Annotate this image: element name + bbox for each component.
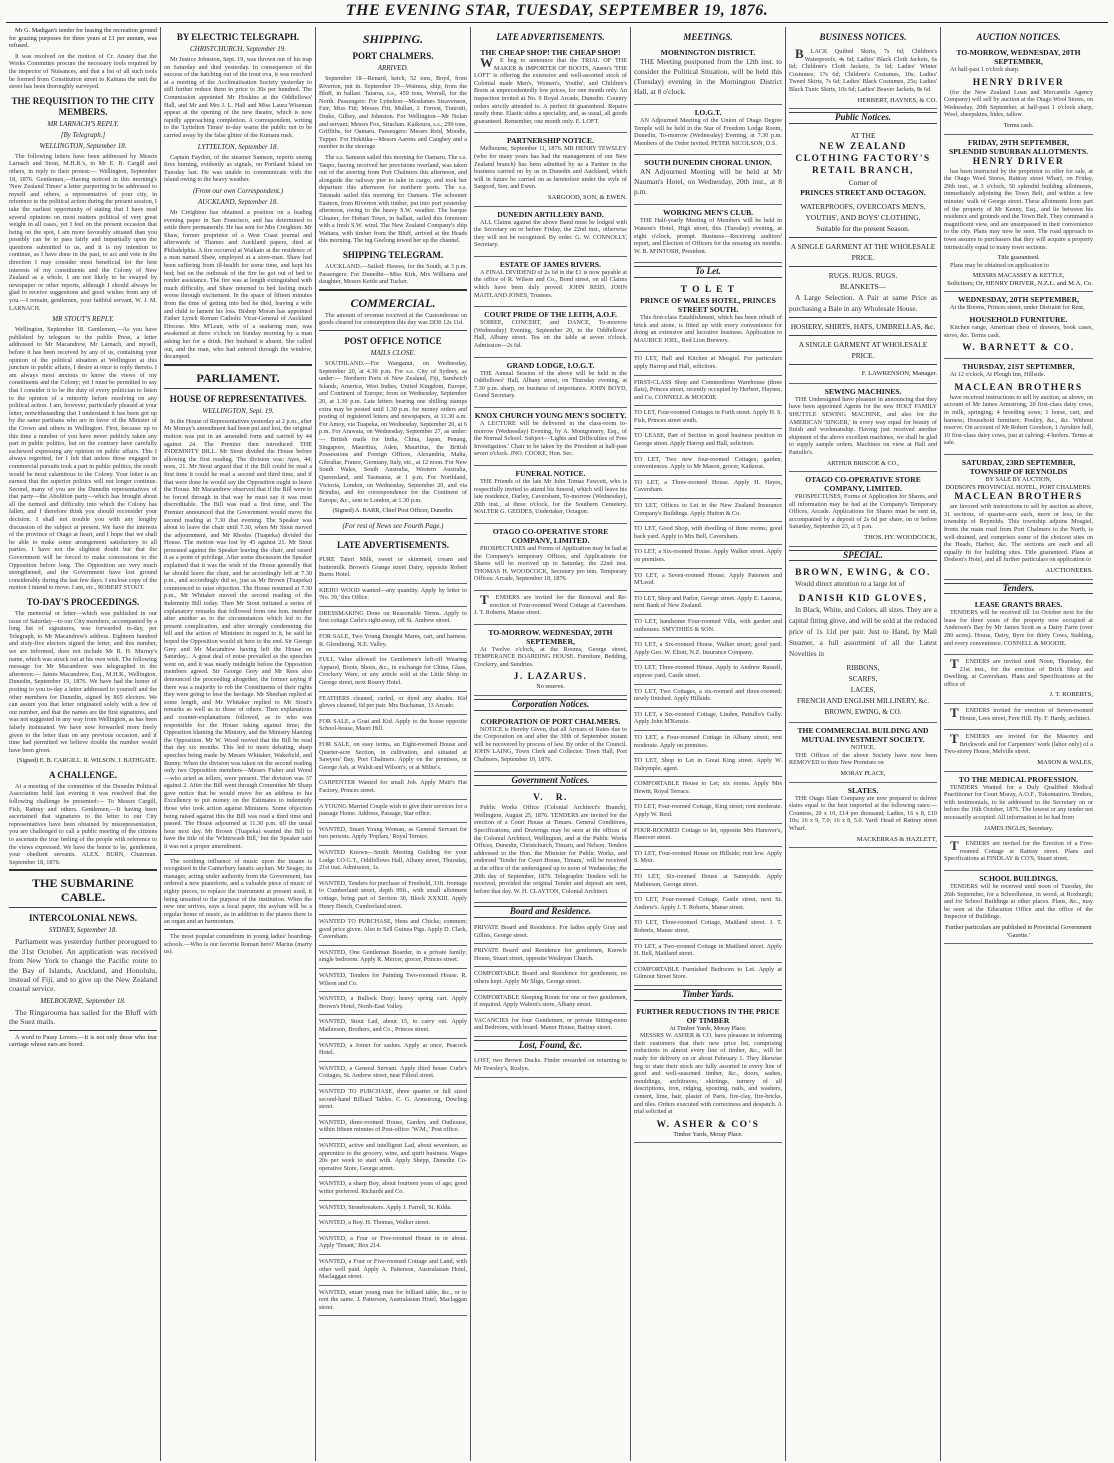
ad-heading: COURT PRIDE OF THE LEITH, A.O.F. [484, 310, 617, 320]
display-ad-driver-1: TO-MORROW, WEDNESDAY, 20TH SEPTEMBER, At half-past 1 o'clock sharp. HENRY DRIVER (for the New Zealand Loan and Mercantile Agency Company) will sell by auction at the Otago Wool Stores, on Wednesday, 20th September, at half-past 1 o'clock sharp, Wool, sheepskins, hides, tallow. Terms cash. [944, 45, 1093, 135]
classified-ad: WANTED, a Four or Five-roomed House in or about. Apply 'Tenant,' Box 214. [319, 1232, 467, 1255]
ad-signature: J. T. ROBERTS, [1049, 691, 1093, 699]
ad-name: MACLEAN BROTHERS [954, 492, 1083, 503]
ad-heading: TO-MORROW, WEDNESDAY, 20TH SEPTEMBER, [956, 48, 1081, 66]
to-let-section: To Let. [634, 266, 782, 278]
body-text: The memorial or letter—which was published in our issue of Saturday—to our City members, accompanied by a long list of signatures, was forwarded to-day, per Telegraph, to Mr Macandrew's address. Eighteen hundred and sixty-five electors signed the letter, and this number, we are informed, does not include Mr R. H. Murray's name, which was struck out at his own wish. The following message for Mr Macandrew was telegraphed in the afternoon:— James Macandrew, Esq., M.H.R., Wellington. Dunedin, September 19, 1876. We have had the honor of posting to you to-day a letter addressed to yourself and the other members for Dunedin, signed by 865 electors. We can assure you that letter originated solely with a few of our number, and that the names are the first signatures, and was not suggested in any way from Wellington, as has been falsely insinuated. We have now forwarded more freely given to the letter than on any previous occasion, and if time had permitted we believe double the number would have been given. [9, 610, 157, 754]
classified-ad: FOR SALE, Two Young Draught Mares, cart, and harness. R. Glendining, N.E. Valley. [319, 630, 467, 653]
todays-proceedings-heading: TO-DAY'S PROCEEDINGS. [26, 597, 140, 607]
stout-reply-heading: MR STOUT'S REPLY. [52, 315, 114, 324]
ad-line: DODSON'S PROVINCIAL HOTEL, PORT CHALMERS. [945, 483, 1092, 491]
classified-ad: CARPENTER Wanted for small Job. Apply Muir's Hat Factory, Princes street. [319, 776, 467, 799]
classified-ad: TO LET, a Six-roomed House, Walker street; good yard. Apply Geo. W. Eliott, N.Z. Insurance Company. [634, 638, 782, 661]
auckland-dateline: AUCKLAND, September 18. [197, 197, 279, 206]
ad-heading: TO THE MEDICAL PROFESSION. [958, 774, 1079, 784]
late-ads-heading: LATE ADVERTISEMENTS. [336, 539, 450, 550]
display-ad-commercial: THE COMMERCIAL BUILDING AND MUTUAL INVESTMENT SOCIETY. NOTICE. THE Offices of the above Society have now been REMOVED to their New Premises on MORAY PLACE, [789, 723, 937, 782]
ad-heading: PARTNERSHIP NOTICE. [507, 136, 594, 146]
ad-heading: THURSDAY, 21ST SEPTEMBER, [962, 362, 1075, 372]
ad-heading: CORPORATION OF PORT CHALMERS. [480, 716, 621, 726]
ad-heading: SCHOOL BUILDINGS. [979, 873, 1058, 883]
display-ad-lazarus: TO-MORROW. WEDNESDAY, 20TH SEPTEMBER, At Twelve o'clock, at the Rooms, George street, TEMPERANCE BOARDING HOUSE. Furniture, Bedding, Crockery, and Sundries. J. LAZARUS. No reserve. [474, 625, 627, 696]
classified-ad: COMFORTABLE Sleeping Room for one or two gentlemen, if required. Apply Walton's store, Albany street. [474, 991, 627, 1014]
column-6 [786, 27, 941, 1461]
classified-ad: TO LET, Shop and Parlor, George street. Apply E. Lazarus, next Bank of New Zealand. [634, 592, 782, 615]
ad-heading: BROWN, EWING, & CO. [795, 568, 931, 579]
body-text: In the House of Representatives yesterday at 2 p.m., after Mr Murray's amendment had been put and lost, the original motion was put in an amended form and carried by 44 against 24. The Premier then introduced THE INDEMNITY BILL. Mr Stout divided the House before allowing the first reading. The division was: Ayes, 44; noes, 21. Mr Stout argued that if the Bill could be read a first time it could be read a second and third time, and if that were done he would say the Opposition ought to leave the House. Mr Macandrew observed that if the Bill were to be forced through in that way he must say it was most discreditable. The Bill was read a first time, and The Premier announced that the Government would move the second reading at 7.30 that evening. The Speaker was about to leave the chair until 7.30, when Mr Stout moved the adjournment, and Mr Rhodes (Tuapeka) divided the House. The motion was lost by 45 against 21. Mr Stout protested against the Speaker leaving the chair, and raised it as a point of privilege. After some discussion the Speaker explained that it was the wish of the House generally that he should leave the chair, and he accordingly left at 7.30 p.m., and accordingly did so, just as Mr Brown (Tuapeka) commenced to raise objection. The House resumed at 7.30 p.m., Mr Whitaker moved the second reading of the Indemnity Bill today. Then Mr Stout initiated a series of explanatory remarks that followed from one hon. member after another as to the circumstances which led to the present complication, and after strongly condemning the bill and the action of Ministers in regard to it, he said he hoped the Opposition would sit here to the end. Sir George Grey and Mr Macandrew having left the House on Saturday... A great deal of noise prevailed as the speeches went on, and it was nearly midnight before the Opposition members agreed. Sir George Grey and Mr Rees also denounced the proceeding altogether, the former saying if there was a majority to rob the Constituents of their rights they were going to lose the heritage. Mr Sheehan replied at some length, and Mr Whitaker replied to Mr Stout's remarks as well as to those of others. Then explanations and counter-explanations followed, as to who was responsible for the House taking against time; the Opposition blaming the Ministry, and the Ministry blaming the Opposition. Mr W. Wood moved that the Bill be read that day six months. This led to more debating, sharp speeches being made by Messrs Whitaker, Wakefield, and Bunny. When the division was taken on the second reading only two Opposition members—Messrs Fisher and Wood—who acted as tellers, were present. The division was 37 against 2. After the Bill went through Committee Mr Sharp gave notice that he would move for an address to his Excellency to put money on the Estimates to indemnify those who took action against Ministers. Some objection being raised against this the Bill was read a third time and passed. The House adjourned at 11.30 p.m. till the usual hour next day. Mr Brown (Tuapeka) wanted the Bill to have the title of the 'Whitewash Bill,' but the Speaker said it was not a proper amendment. [164, 417, 312, 851]
display-ad-mornington: MORNINGTON DISTRICT. THE Meeting postponed from the 12th inst. to consider the Political Situation, will be held this (Tuesday) evening in the Mornington District Hall, at 8 o'clock. [634, 45, 782, 105]
display-ad-herbert: BLACK Quilted Skirts, 7s 6d; Children's Waterproofs, 4s 6d; Ladies' Black Cloth Jackets, 6s 6d; Children's Cloth Jackets, 3s 6d; Ladies' Winter Costumes, 17s 6d; Children's Costumes, 10s; Ladies' Tweed Skirts, 7s 6d; Ladies' Black Costumes, 25s; Ladies' Black Tunic Skirts, 10s 6d; Ladies' Beaver Jackets, 8s 6d. HERBERT, HAYNES, & CO. [789, 45, 937, 109]
ad-line: RUGS. RUGS. RUGS. [828, 270, 898, 280]
body-text: SOUTHLAND.—For Wanganui, on Wednesday, September 20, at 4.30 p.m. For s.s. City of Sydney, as under:— Northern Ports of New Zealand, Fiji, Sandwich Islands, America, West Indies, United Kingdom, Europe, and Continent of Europe; from on Wednesday, September 20, at 1.30 p.m. Late letters bearing one shilling stamps extra may be posted until 1.30 p.m. for money orders and posting of registered letters and newspapers, at 11.30 a.m. For Amoy, via Tuapeka, on Wednesday, September 20, at 6 p.m. For Arawata, on Wednesday, September 27, as under:— British mails for India, China, Japan, Penang, Singapore, Mauritius, Aden, Mauritius, the British Possessions and Foreign Offices, Alexandria, Malta, Gibraltar, France, Germany, Italy, etc., at 12 noon. For New South Wales, South Australia, Western Australia, Queensland, and Tasmania, at 1 p.m. For Northland, Victoria, London, on Wednesday, September 20, and via Brindisi, and for correspondence for the Continent of Europe, &c., sent to London, at 1.30 p.m. [319, 360, 467, 504]
display-ad-school: SCHOOL BUILDINGS. TENDERS will be received until noon of Tuesday, the 26th September, for a Schoolhouse, in wood, at Roxburgh; and for School Buildings at other places. Plans, &c., may be seen at the Education Office and the office of the Inspector of Buildings. Further particulars are published in Provincial Government 'Gazette.' [944, 871, 1093, 944]
ad-heading: TO-MORROW. WEDNESDAY, 20TH SEPTEMBER, [488, 627, 613, 646]
classified-ad: TO LET, a Six-roomed Cottage, Linden, Pattullo's Gully. Apply John M'Kenzie. [634, 708, 782, 731]
ad-heading: ESTATE OF JAMES RIVERS. [499, 259, 602, 269]
body-text: The soothing influence of music upon the insane is recognised in the Canterbury lunatic asylum. Mr Seager, its manager, acting under authority from the Government, has ordered a new pianoforte, and a valuable piece of music of eighty pieces, to replace the instrument at present used, it being unsuited to the purpose of the institution. When the new one arrives, says a local paper, the asylum will be a regular home of music, as in addition to the pianos there is an organ and an harmonium. [164, 857, 312, 926]
display-ad-court: COURT PRIDE OF THE LEITH, A.O.F. SOIREE, CONCERT, and DANCE, To-morrow (Wednesday) Evening, September 20, in the Oddfellows' Hall, Albany street. Tea on the table at seven o'clock. Admission—2s 6d. [474, 307, 627, 357]
body-text: The most popular conundrum in young ladies' boarding-schools.—Who is our favorite Roman hero? Marius (marry us). [164, 932, 312, 956]
classified-ad: FIRST-CLASS Shop and Commodious Warehouse (three flats), Princes street, recently occupied by Herbert, Haynes, and Co. CONNELL & MOODIE. [634, 376, 782, 407]
business-heading: BUSINESS NOTICES. [819, 32, 907, 42]
larnach-reply-heading: MR LARNACH'S REPLY. [47, 119, 119, 128]
ad-heading: GRAND LODGE, I.O.G.T. [506, 360, 595, 370]
display-ad-mason: TENDERS are invited for the Masonry and Brickwork and for Carpenters' work (labor only) of a Two-storey House, Melville street. MASON & WALES, [944, 730, 1093, 771]
own-correspondent: (From our own Correspondent.) [192, 186, 284, 195]
ad-subheading: PRINCE OF WALES HOTEL, PRINCES STREET SOUTH. [640, 295, 776, 314]
classified-ad: TO LET, Hall and Kitchen at Mosgiel. For particulars apply Harrop and Hall, solicitors. [634, 352, 782, 375]
ad-heading: KNOX CHURCH YOUNG MEN'S SOCIETY. [474, 411, 627, 420]
display-ad-artillery: DUNEDIN ARTILLERY BAND. ALL Claims against the above Band must be lodged with the Secretary on or before Friday, the 22nd inst., otherwise they will not be recognised. By order. G. W. CONNOLLY, Secretary. [474, 207, 627, 257]
display-ad-ferry: TENDERS invited for erection of Seven-roomed House, Lees street, Fern Hill. Hy. F. Hardy, architect. [944, 704, 1093, 730]
ad-subheading: At Timber Yards, Moray Place. [669, 1024, 747, 1032]
ad-line: Corner of [848, 177, 878, 187]
classified-ad: FOR SALE, a Goat and Kid. Apply to the house opposite School-house, Maori Hill. [319, 715, 467, 738]
ad-subheading: Timber Yards, Moray Place. [673, 1130, 743, 1138]
column-1 [6, 27, 161, 1461]
display-ad-chalmers: CORPORATION OF PORT CHALMERS. NOTICE is Hereby Given, that all Arrears of Rates due to the Corporation on and after the 30th of September instant will be recovered by process of law. By order of the Council. JOHN LAING, Town Clerk and Collector. Town Hall, Port Chalmers, September 19, 1876. [474, 714, 627, 772]
classified-ad: DRESSMAKING Done on Reasonable Terms. Apply to first cottage Carle's right-away, off St. Andrew street. [319, 607, 467, 630]
display-ad-choral: SOUTH DUNEDIN CHORAL UNION. AN Adjourned Meeting will be held at Mr Nauman's Hotel, on Wednesday, 20th inst., at 8 p.m. [634, 155, 782, 205]
display-ad-coop: OTAGO CO-OPERATIVE STORE COMPANY, LIMITED. PROSPECTUSES, Forms of Application for Shares, and all information may be had at the Company's Temporary Offices, Arcade. Applications for Shares must be sent in, accompanied by a deposit of 2s 6d per share, on or before Saturday, September 23, at 5 p.m. THOS. HY. WOODCOCK, [789, 472, 937, 547]
submarine-cable-heading: THE SUBMARINE CABLE. [32, 876, 134, 905]
classified-ad: WANTED, a Bullock Dray; heavy spring cart. Apply Brown's Hotel, North-East Valley. [319, 992, 467, 1015]
classified-ad: TO LET, a Two-roomed Cottage in Maitland street. Apply H. Bell, Maitland street. [634, 940, 782, 963]
ad-heading: SEWING MACHINES. [824, 386, 902, 396]
classified-ad: WANTED, a Boy. H. Thomas, Walker street. [319, 1216, 467, 1232]
display-ad-cheap-shop: THE CHEAP SHOP! THE CHEAP SHOP! WE beg to announce that the TRIAL OF THE MAKER & IMPORTER OF BOOTS, Anson's 'THE LOFT' is offering the extensive and well-assorted stock of Colonial made Men's, Women's, Youths', and Children's Boots at unprecedentedly low prices, for one month only. An inspection invited at No. 9 Royal Arcade, Dunedin. Country orders strictly attended to. A perfect fit guaranteed. Repairs neatly done. Elastic sides a speciality, and, as usual, all goods guaranteed. Remember, one month only. E. LOFT. [474, 45, 627, 133]
melbourne-dateline: MELBOURNE, September 18. [40, 996, 126, 1005]
ad-heading: OTAGO CO-OPERATIVE STORE COMPANY, LIMITED. [805, 475, 921, 494]
christchurch-dateline: CHRISTCHURCH, September 19. [189, 45, 287, 53]
ad-name: HENRY DRIVER [972, 77, 1065, 88]
ad-line: HOSIERY, SHIRTS, HATS, UMBRELLAS, &c. [790, 321, 936, 331]
classified-ad: TO LET, Offices to Let in the New Zealand Insurance Company's Buildings. Apply Hutton & Co. [634, 499, 782, 522]
timber-section: Timber Yards. [634, 989, 782, 1001]
ad-line: Terms cash. [1003, 121, 1034, 129]
display-ad-reynolds: SATURDAY, 23RD SEPTEMBER, TOWNSHIP OF REYNOLDS BY SALE BY AUCTION, DODSON'S PROVINCIAL HOTEL, PORT CHALMERS. MACLEAN BROTHERS are favored with instructions to sell by auction as above, 31 sections, of quarter-acre each, more or less, in the township of Reynolds. This township adjoins Mosgiel, fronts the main road from Port Chalmers to the North, is well-drained, and comprises some of the choicest sites on the Heads, Harbor, &c. The sections are each and all equally fit for building sites. Title guaranteed. Plans at Dodson's Hotel, and all further particulars on application to AUCTIONEERS. [944, 455, 1093, 580]
body-text: Captain Faydon, of the steamer Samson, reports seeing fires burning, evidently as signals, on Portland Island on Tuesday last. He was unable to communicate with the island owing to the heavy weather. [164, 153, 312, 184]
classified-ad: WANTED TO PURCHASE, three quarter or full sized second-hand Billiard Tables. C. G. Armstrong, Dowling street. [319, 1085, 467, 1116]
classified-ad: TO LET, Four-roomed Cottage, King street; rent moderate. Apply W. Reid. [634, 800, 782, 823]
body-text: Mr Creighton has obtained a position on a leading evening paper in San Francisco, and has determined to settle there permanently. He has sent for Mrs Creighton. Mr Shaw, former proprietor of a West Coast journal and afterwards of Thames and Auckland papers, died at Philadelphia. A fire occurred at Waikato at the residence of a man named Shaw, employed at a store-man. Shaw had been suffering from ill-health for some time, and kept his bed; but on the outbreak of the fire he got out of bed to render assistance. The fire was at length extinguished with much difficulty, and Shaw returned to bed feeling much worse through excitement. In the space of fifteen minutes from the time of getting into bed he died, leaving a wife and child to lament his loss. Bishop Moran has appointed Father Lynch Roman Catholic Vicar-General of Auckland Diocese. Mrs M'Lean, wife of a seafaring man, was awakened at three o'clock on Sunday morning by a man asking her for a drink. Her husband is absent. She called out, and the man, who had entered through the window, decamped. [164, 208, 312, 361]
body-text: The amount of revenue received at the Customhouse on goods cleared for consumption this day was £830 12s 11d. [319, 311, 467, 327]
ad-name: ARTHUR BRISCOE & CO., [826, 459, 900, 467]
classified-ad: WANTED, a General Servant. Apply third house Curle's Cottages, St. Andrew street, near Filleul street. [319, 1062, 467, 1085]
public-notices-section: Public Notices. [789, 112, 937, 124]
classified-ad: WANTED, Tenders for Painting Two-roomed House. R. Wilson and Co. [319, 969, 467, 992]
column-7 [941, 27, 1096, 1461]
classified-ad: COMFORTABLE Furnished Bedroom to Let. Apply at Gilmour Street Store. [634, 963, 782, 986]
ad-line: Suitable for the present Season. [816, 223, 910, 233]
ad-heading: OTAGO CO-OPERATIVE STORE COMPANY, LIMITED. [492, 526, 609, 545]
classified-ad: LOST, two Brown Ducks. Finder rewarded on returning to Mr Tewsley's, Roslyn. [474, 1054, 627, 1077]
body-text: It was resolved on the motion of Cr. Anstey that the Works Committee procure the necessary tools required by the inspector of Nuisances, and that a list of all such tools be formed from Constitution street to Kaituna the unit the street has been thoroughly surveyed. [9, 52, 157, 91]
auction-heading: AUCTION NOTICES. [976, 32, 1061, 42]
ad-heading: DUNEDIN ARTILLERY BAND. [497, 209, 604, 219]
shipping-telegram-heading: SHIPPING TELEGRAM. [342, 250, 444, 261]
body-text: September 18—Renard, ketch, 52 tons, Boyd, from Riverton, put in. September 19—Waimea, ship, from the Bluff, in ballast. Taiaroa, s.s., 459 tons, Worrall, for the North. Passengers: For Lyttelton—Mesdames Steavenson, Fair; Miss Fitt; Messrs Fitt, Mullan, J. Forrest, Tratrotti, Drake, Gilbey, and Johnston. For Wellington—Mr Nolan and servant; Messrs Fox, Strachan. Kaikoura, s.s., 299 tons, Griffiths, for Oamaru. Passengers: Messrs Reid, Moodie, Tupper. For Hokitika—Messrs Aarons and Caughey and a number in the steerage. [319, 75, 467, 151]
display-ad-barnett: WEDNESDAY, 20TH SEPTEMBER, At the Rooms, Princes street, under Distraint for Rent, HOUSEHOLD FURNITURE. Kitchen range, American chest of drawers, book cases, stove, &c. Terms cash. W. BARNETT & CO. [944, 292, 1093, 359]
classified-ad: TO LET, Shop to Let in Great King street. Apply W. Dalrymple, agent. [634, 754, 782, 777]
ad-line: BROWN, EWING, & CO. [824, 708, 902, 717]
lyttelton-dateline: LYTTELTON, September 18. [197, 142, 279, 151]
classified-ad: WANTED, smart young man for billiard table, &c., or to rent the same. J. Patterson, Australasian Hotel, Maclaggan street. [319, 1286, 467, 1317]
government-section: Government Notices. [474, 775, 627, 787]
classified-ad: TO LET, Two Cottages, a six-roomed and three-roomed; newly finished. Apply Hillside. [634, 685, 782, 708]
ad-heading: PRINCES STREET AND OCTAGON. [800, 187, 926, 197]
classified-ad: PRIVATE Board and Residence for gentlemen, Knowle House, Stuart street, opposite Wesleyan Church. [474, 944, 627, 967]
classified-ad: COMFORTABLE Board and Residence for gentlemen; no others kept. Apply Mr Sligo, George street. [474, 967, 627, 990]
classified-ad: TO LET, Two new four-roomed Cottages; garden, conveniences. Apply to Mr Mason, grocer, Kaikorai. [634, 453, 782, 476]
classified-ad: FULL Value allowed for Gentlemen's left-off Wearing Apparel, Boots, Shoes, &c., in exchange for China, Glass, Crockery Ware, or any article sold at the Little Shop in George street, next Rosery Hotel. [319, 653, 467, 691]
requisition-heading: THE REQUISITION TO THE CITY MEMBERS. [11, 95, 155, 117]
display-ad-prince: T O L E T PRINCE OF WALES HOTEL, PRINCES STREET SOUTH. This first-class Establishment, which has been rebuilt of brick and stone, is fitted up with every convenience for doing an extensive and lucrative business. Application to MAURICE JOEL, Red Lion Brewery. [634, 281, 782, 352]
classified-ad: WANTED, three-roomed House, Garden, and Outhouse, within fifteen minutes of Post-office. 'W.M.,' Post office. [319, 1116, 467, 1139]
classified-ad: WANTED, Stout Lad, about 15, to carry out. Apply Mathieson, Brothers, and Co., Princes street. [319, 1015, 467, 1038]
classified-ad: WANTED, Tenders for purchase of Freehold, 33ft. frontage to Cumberland street, depth 99ft., with small allotment cottage, being part of Section 30, Block XXXIII. Apply Henry Dench, Cumberland street. [319, 877, 467, 915]
classified-ad: TO LEASE, Part of Section in good business position in George street. Apply Harrop and Hall, solicitors. [634, 429, 782, 452]
ad-heading: T O L E T [680, 284, 736, 295]
ad-signature: MACKERRAS & HAZLETT, [856, 835, 937, 843]
classified-ad: WANTED, Smart Young Woman, as General Servant for two persons. Apply 'Poplars,' Royal Terrace. [319, 823, 467, 846]
classified-ad: TO LET, handsome Four-roomed Villa, with garden and outhouses. SMYTHIES & SON. [634, 615, 782, 638]
classified-ad: WANTED, Stonebreakers. Apply J. Farrell, St. Kilda. [319, 1201, 467, 1217]
mails-close-heading: MAILS CLOSE. [370, 349, 416, 358]
ad-name: W. ASHER & CO'S [656, 1119, 760, 1130]
classified-ad: WANTED, active and intelligent Lad, about seventeen, as apprentice to the grocery, wine, and spirit business. Wages 20s per week to start with. Apply Shepp, Dunedin Co-operative Store, George street. [319, 1139, 467, 1177]
port-chalmers-heading: PORT CHALMERS. [352, 51, 434, 61]
rest-of-news: (For rest of News see Fourth Page.) [342, 521, 444, 530]
ad-signature: F. LAWRENSON, Manager. [861, 369, 937, 377]
ad-heading: WORKING MEN'S CLUB. [662, 208, 754, 218]
display-ad-slates: SLATES. THE Otago Slate Company are now prepared to deliver slates equal to the best imported at the following rates:— Countess, 20 x 10, £14 per thousand; Ladies, 16 x 8, £10 10s; 16 x 9, 7.0; 16 x 8, 5.0. Yard: Head of Rattray street Wharf. MACKERRAS & HAZLETT, [789, 783, 937, 849]
body-text: Mr Justice Johnston, Sept. 19, was thrown out of his trap on Saturday and died yesterday. In consequence of the success of the hatching out of the trout ova, it was resolved at a meeting of the Acclimatisation Society yesterday to still further reduce them in price to 30s per hundred. The Commission appointed Mr Hoskins at the Oddfellows' Hall, and Mr and Mrs J. L. Hall and Miss Laura Wiseman appear at the opening of the new theatre, which is now rapidly approaching completion. A correspondent, writing to the 'Lyttelton Times' to-day warns the public not to be carried away by the false glitter of the Kumara rush. [164, 56, 312, 139]
arrived-heading: ARRIVED. [377, 64, 409, 72]
ad-line: SCARFS, [848, 675, 878, 684]
ad-line: MESSRS MACASSEY & KETTLE, [972, 272, 1065, 280]
challenge-heading: A CHALLENGE. [48, 769, 117, 780]
display-ad-clothing: AT THE NEW ZEALAND CLOTHING FACTORY'S RETAIL BRANCH, Corner of PRINCES STREET AND OCTAGON. WATERPROOFS, OVERCOATS MEN'S, YOUTHS', AND BOYS' CLOTHING, Suitable for the present Season. A SINGLE GARMENT AT THE WHOLESALE PRICE. RUGS. RUGS. RUGS. BLANKETS— A Large Selection. A Pair at same Price as purchasing a Bale in any Wholesale House. HOSIERY, SHIRTS, HATS, UMBRELLAS, &c. A SINGLE GARMENT AT WHOLESALE PRICE. F. LAWRENSON, Manager. [789, 127, 937, 384]
display-ad-brown-ewing: BROWN, EWING, & CO. Would direct attention to a large lot of DANISH KID GLOVES, In Black, White, and Colors, all sizes. They are a capital fitting glove, and will be sold at the reduced price of 1s 11d per pair. Just to Hand, by Mail Steamer, a full assortment of all the Latest Novelties in RIBBONS, SCARFS, LACES, FRENCH AND ENGLISH MILLINERY, &c. BROWN, EWING, & CO. [789, 564, 937, 723]
classified-ad: TO LET, a Three-roomed House. Apply H. Hayes, Caversham. [634, 476, 782, 499]
dateline: WELLINGTON, September 18. [39, 141, 127, 150]
display-ad-rivers: ESTATE OF JAMES RIVERS. A FINAL DIVIDEND of 2s 6d in the £1 is now payable at the office of R. Wilson and Co., Bond street, on all Claims which have been duly proved. JOHN REID, JOHN MAITLAND JONES, Trustees. [474, 257, 627, 307]
ad-signature: MASON & WALES, [1037, 759, 1093, 767]
ad-heading: FUNERAL NOTICE. [515, 468, 586, 478]
ad-heading: THE COMMERCIAL BUILDING AND MUTUAL INVESTMENT SOCIETY. [797, 726, 929, 745]
masthead-title: THE EVENING STAR, TUESDAY, SEPTEMBER 19, 1876. [345, 2, 769, 19]
ad-heading: MORNINGTON DISTRICT. [660, 48, 756, 57]
ad-heading: LEASE GRANTS BRAES. [974, 600, 1063, 610]
column-4 [471, 27, 631, 1461]
classified-ad: A YOUNG Married Couple wish to give their services for a passage Home. Address, Passage, Star office. [319, 800, 467, 823]
classified-ad: FOUR-ROOMED Cottage to let, opposite Mrs Hanover's, Hanover street. [634, 824, 782, 847]
ad-heading: SLATES. [847, 785, 879, 795]
ad-heading: SOUTH DUNEDIN CHORAL UNION. [644, 158, 772, 168]
display-ad-knox: KNOX CHURCH YOUNG MEN'S SOCIETY. A LECTURE will be delivered in the class-room to-morrow (Wednesday) Evening, by A. Montgomery, Esq., of the Normal School. Subject—'Lights and Difficulties of Free Investigation.' Chair to be taken by the President at half-past seven o'clock. JNO. COOKE, Hon. Sec. [474, 408, 627, 466]
wellington-dateline: WELLINGTON, Sept. 19. [202, 406, 274, 415]
special-section: SPECIAL. [789, 550, 937, 562]
ad-line: A SINGLE GARMENT AT WHOLESALE PRICE. [798, 339, 928, 360]
column-3 [316, 27, 471, 1461]
house-heading: HOUSE OF REPRESENTATIVES. [169, 393, 307, 404]
classified-ad: PURE Taieri Milk, sweet or skimmed, cream and buttermilk. Brown's Grange street Dairy, opposite Robert Burns Hotel. [319, 553, 467, 584]
classified-ad: TO LET, Good Shop, with dwelling of three rooms; good back yard. Apply to Mrs Bell, Caversham. [634, 522, 782, 545]
signature: (Signed) E. B. CARGILL. R. WILSON. J. BATHGATE. [16, 757, 157, 765]
body-text: Wellington, September 18. Gentlemen,—As you have published by telegram to the public Press, a letter addressed to Mr Macandrew, Mr Larnach, and myself, before it has been received by any of us, containing your opinion of the political situation at Wellington at this juncture in public affairs, I desire at once to reply thereto. I am always most anxious to know the views of my constituents and the Colony; yet I must be permitted to say that I consider it to be the duty of every politician to listen to the opinion of a minority before resolving on any political action. I am, however, particularly pleased at your letter, notwithstanding that I understand it has been got up by the same partisans who are in favor of the Minister of the Crown and others in Wellington. First, because up to this time a number of you have never publicly taken any part in public politics, but on the contrary have carefully eschewed expressing any opinion on public affairs. This I always regretted, for I felt that unless those engaged in commercial pursuits took a part in public politics, the result would be most calamitous to the Colony. Your letter is an earnest that the superior politics will not longer continue. Second, many of you are the Dunedin representatives of that party—the Abolition party—which has brought about all the turmoil and difficulty into which the Colony has fallen, and I therefore think you should reconsider your decision. I shall not trouble you with any lengthy discussion of the subject at present. We have the interests of the province of Otago at heart, and I hope that we shall be able to make some arrangement satisfactory to all parties. I have not the slightest doubt but that the Government will be forced to make concessions to the Opposition before long. The Opposition are very much strengthened, and the Government have lost ground considerably during the last few days. I enclose copy of the motion I intend to move. I am, etc., ROBERT STOUT. [9, 326, 157, 592]
classified-ad: TO LET, a Seven-roomed House. Apply Paterson and M'Leod. [634, 569, 782, 592]
ad-line: Title guaranteed. [997, 254, 1040, 262]
ad-line: RIBBONS, [846, 664, 880, 673]
classified-ad: FOR SALE, on easy terms, an Eight-roomed House and Quarter-acre Section, in cultivation, and situated at Sawyers' Bay, Port Chalmers. Apply on the premises, or George Ash, at Walsh and Wilson's, or at Milne's. [319, 738, 467, 776]
ad-name: MACLEAN BROTHERS [954, 382, 1083, 393]
body-text: The Ringarooma has sailed for the Bluff with the Suez mails. [9, 1007, 157, 1027]
ad-signature: HERBERT, HAYNES, & CO. [857, 96, 937, 104]
display-ad-medical: TO THE MEDICAL PROFESSION. TENDERS Wanted for a Duly Qualified Medical Practitioner for Court Moray, A.O.F., Tokomairiro. Tenders, with testimonials, to be addressed to the Secretary on or before the 16th October, 1876. The lowest or any tender not necessarily accepted. All information to be had from JAMES INGLIS, Secretary. [944, 772, 1093, 838]
ad-signature: AUCTIONEERS. [1045, 566, 1093, 574]
display-ad-stuart: TENDERS are invited for the Erection of a Five-roomed Cottage at Rattray street. Plans and Specifications at FINDLAY & CO'S, Stuart street. [944, 837, 1093, 871]
body-text: Parliament was yesterday further prorogued to the 31st October. An application was received from New York to change the Pacific route to the Bay of Islands, Auckland, and Honolulu, instead of Fiji, and to give up the New Zealand coastal service. [9, 937, 157, 994]
display-ad-govt: V. R. Public Works Office (Colonial Architect's Branch), Wellington, August 25, 1876. TENDERS are invited for the erection of a Court House at Timaru. General Conditions, Specifications, and Drawings may be seen at the offices of the Colonial Architect, Wellington, and at the Public Works Offices, Dunedin, Christchurch, Timaru, and Nelson. Tenders addressed to the Hon. the Minister for Public Works, and endorsed 'Tender for Court House, Timaru,' will be received at the office of the undersigned up to noon of Wednesday, the 20th day of September, 1876. Telegraphic Tenders will be received, provided the original Tender and deposit are sent, before that day. W. H. CLAYTON, Colonial Architect. [474, 789, 627, 903]
ad-line: BLANKETS— [840, 281, 886, 291]
ad-line: NOTICE. [850, 744, 876, 752]
display-ad-partnership: PARTNERSHIP NOTICE. Melbourne, September 11, 1876. MR HENRY TEWSLEY (who for many years has had the management of our New Zealand branch) has been admitted by us a Partner in the business carried on by us in Dunedin and Auckland, which will in future be carried on as heretofore under the style of Sargood, Son, and Ewen. SARGOOD, SON, & EWEN. [474, 133, 627, 206]
ad-line: AT THE [850, 130, 876, 140]
display-ad-grand-lodge: GRAND LODGE, I.O.G.T. THE Annual Session of the above will be held in the Oddfellows' Hall, Albany street, on Thursday evening, at 7.30 p.m. sharp, on business of importance. JOHN BOYD, Grand Secretary. [474, 358, 627, 408]
sydney-dateline: SYDNEY, September 18. [48, 926, 118, 935]
board-section: Board and Residence. [474, 906, 627, 918]
ad-line: FRENCH AND ENGLISH MILLINERY, &c. [796, 697, 930, 706]
classified-ad: WANTED, a Joiner for sashes. Apply at once, Peacock Hotel. [319, 1039, 467, 1062]
classified-ad: TO LET, Four-roomed House on Hillside; rent low. Apply S. Moir. [634, 847, 782, 870]
display-ad-tenders: TENDERS are invited for the Removal and Re-erection of Four-roomed Wood Cottage at Caversham. J. T. Roberts, Manse street. [474, 591, 627, 625]
late-ads-heading: LATE ADVERTISEMENTS. [496, 32, 605, 42]
lead-paragraph: Mr G. Madigan's tender for leasing the recreation ground for grazing purposes for three years at £1 per annum, was refused. [9, 27, 157, 50]
classified-ad: KIEHO WOOD wanted—any quantity. Apply by letter to 'No. 39,' this Office. [319, 584, 467, 607]
ad-line: MORAY PLACE, [840, 770, 886, 778]
shipping-heading: SHIPPING. [362, 32, 424, 46]
ad-heading: I.O.G.T. [694, 108, 722, 117]
ad-heading: RETAIL BRANCH, [811, 165, 915, 176]
classified-ad: VACANCIES for four Gentlemen, or private Sitting-room and Bedroom, with board. Manor House, Battray street. [474, 1014, 627, 1037]
classified-ad: WANTED Known—Smith Meeting Guilding for your Lodge I.O.G.T., Oddfellows Hall, Albany street, Thursday, 21st inst. Admission, 1s. [319, 846, 467, 877]
column-2 [161, 27, 316, 1461]
ad-heading: SATURDAY, 23RD SEPTEMBER, [961, 458, 1076, 467]
meetings-heading: MEETINGS. [683, 32, 733, 42]
ad-line: Further particulars are published in Provincial Government 'Gazette.' [945, 923, 1092, 939]
display-ad-driver-2: FRIDAY, 29TH SEPTEMBER, SPLENDID SUBURBAN ALLOTMENTS. HENRY DRIVER has been instructed by the proprietor to offer for sale, at the Otago Wool Stores, Rattray street Wharf, on Friday, 29th inst., at 3 o'clock, 50 splendid building allotments, immediately adjoining the Town Belt, and within a few minutes' walk of George street. These allotments form part of the property of Mr Kenny, Esq., and lie between his residence and grounds and the Town Belt. They command a magnificent view, and are unsurpassed in their convenience to the city. Plans may now be seen. The road approach to town assures to purchasers that they will acquire a property intrinsically equal to many town sections. Title guaranteed. Plans may be obtained on application to MESSRS MACASSEY & KETTLE, Solicitors; Or, HENRY DRIVER, N.Z.L. and M.A. Co. [944, 135, 1093, 293]
body-text: AUCKLAND.—Sailed: Hawea, for the South, at 3 p.m. Passengers: For Dunedin—Miss Kirk, Mrs Williams and daughter, Messrs Kettle and Tucker. [319, 263, 467, 286]
ad-name: HENRY DRIVER [972, 156, 1065, 167]
classified-ad: WANTED, One Gentleman Boarder, in a private family; single bedroom. Apply R. Mercer, grocer, Princes street. [319, 946, 467, 969]
display-ad-otago-coop: OTAGO CO-OPERATIVE STORE COMPANY, LIMITED. PROSPECTUSES and Forms of Application may be had at the Company's temporary Offices, and Applications for Shares will be received up to Saturday, the 22nd inst. THOMAS H. WOODCOCK, Secretary pro tem. Temporary Offices: Arcade, September 18, 1876. [474, 524, 627, 591]
signed-line: (Signed) A. BARR, Chief Post Officer, Dunedin. [332, 507, 454, 515]
ad-line: A SINGLE GARMENT AT THE WHOLESALE PRICE. [790, 241, 936, 262]
classified-ad: PRIVATE Board and Residence. For ladies apply Gray and Gillies, George street. [474, 921, 627, 944]
body-text: The following letters have been addressed by Messrs Larnach and Stout, M.H.R.'s, to Mr E. B. Cargill and others, in reply to their protest:— Wellington, September 18, 1876. Gentlemen,—Having noticed in this morning's 'New Zealand Times' a letter purporting to be addressed to myself and others, a representative of your city, in reference to the political action during the present session, I take the earliest opportunity of stating that I have read several opinions on most matters political of very great weight in all cases, yet I feel on the present occasion that being on the spot, I am more favorably situated than you possibly can be to pass fairly and impartially upon the questions submitted to us, and it is my intention to continue, as I have done in the past, to act and vote in the direction I may consider most beneficial for the best interests of my constituents and the Colony of New Zealand as a whole. I am not likely to be swayed by newspaper or other reports, although I should always be glad to receive suggestions and good wishes from any of you.—I remain, gentlemen, your faithful servant, W. J. M. LARNACH. [9, 152, 157, 312]
tenders-section: Tenders. [944, 583, 1093, 595]
display-ad-sewing: SEWING MACHINES. THE Undersigned have pleasure in announcing that they have been appointed Agents for the new HOLT FAMILY SHUTTLE SEWING MACHINE, and also for the AMERICAN 'SINGER,' in every way equal for beauty of finish and workmanship. Having just received another shipment of the above excellent machines, we shall be glad to supply sample orders. Machines on view at Hall and Pattullo's. ARTHUR BRISCOE & CO., [789, 384, 937, 472]
ad-heading: SPLENDID SUBURBAN ALLOTMENTS. [948, 146, 1089, 156]
closing-text: A word to Fussy Lovers.—It is not only those who fear carriage whose ears are bored. [9, 1033, 157, 1049]
ad-heading: DANISH KID GLOVES, [798, 594, 928, 605]
display-ad-maclean: THURSDAY, 21ST SEPTEMBER, At 12 o'clock, At Plough Inn, Hillside. MACLEAN BROTHERS have received instructions to sell by auction, as above, on account of Mr James Armstrong, 20 first-class dairy cows, in milk, springing; 4 breeding sows; 1 horse, cart, and harness; Household furniture; Poultry, &c., &c. Without reserve. On account of Mr Robert Goodson, 1 Ayrshire bull, 10 first-class dairy cows, just at calving; 4 heifers. Terms at sale. [944, 359, 1093, 455]
classified-ad: WANTED TO PURCHASE, Hens and Chicks; common; good price given. Also to Sell Guinea Pigs. Apply D. Clark, Caversham. [319, 915, 467, 946]
ad-line: BY SALE BY AUCTION, [985, 476, 1052, 483]
post-office-heading: POST OFFICE NOTICE [344, 336, 442, 347]
telegraph-line: [By Telegraph.] [60, 130, 106, 139]
ad-heading: WEDNESDAY, 20TH SEPTEMBER, [958, 295, 1079, 305]
classified-ad: TO LET, Four-roomed Cottage, Castle street, next St. Andrew's. Apply J. T. Roberts, Manse street. [634, 893, 782, 916]
display-ad-working: WORKING MEN'S CLUB. THE Half-yearly Meeting of Members will be held in Watson's Hotel, High street, this (Tuesday) evening, at eight o'clock, prompt. Business—Receiving auditors' report, and Election of Officers for the ensuing six months. W. B. M'INTOSH, President. [634, 205, 782, 263]
display-ad-funeral: FUNERAL NOTICE. THE Friends of the late Mr John Tomas Fawcett, who is respectfully invited to attend his funeral, which will leave his late residence, Darley, Caversham, To-morrow (Wednesday), 20th inst., at three o'clock, for the Southern Cemetery. WALTER G. GEDDES, Undertaker, Octagon. [474, 466, 627, 524]
intercolonial-heading: INTERCOLONIAL NEWS. [28, 913, 138, 924]
classified-ad: FEATHERS cleaned, curled, or dyed any shades. Kid gloves cleaned, 6d per pair. Mrs Buchanan, 13 Arcade. [319, 692, 467, 715]
classified-ad: TO LET, Three-roomed Cottage, Maitland street. J. T. Roberts, Manse street. [634, 916, 782, 939]
ad-line: LACES, [850, 686, 876, 695]
body-text: At a meeting of the committee of the Dunedin Political Association held last evening it was resolved that the following challenge be presented:— To Messrs Cargill, Fish, Rattray and others. Gentlemen,—It having been ascertained that signatures to the letter to our City representatives have been obtained by misrepresentation, you are challenged to call a public meeting of the citizens to ascertain the true feeling of the people with reference to the views expressed. We have the honor to be, gentlemen, your obedient servants. ALEX. BURN, Chairman. September 18, 1876. [9, 782, 157, 866]
electric-telegraph-heading: BY ELECTRIC TELEGRAPH. [176, 32, 300, 42]
ad-heading: HOUSEHOLD FURNITURE. [969, 315, 1068, 325]
ad-heading: TOWNSHIP OF REYNOLDS [969, 467, 1068, 476]
classified-ad: TO LET, a Four-roomed Cottage in Albany street; rent moderate. Apply on premises. [634, 731, 782, 754]
classified-ad: WANTED, a Four or Five-roomed Cottage and Land, with other well paid. Apply A. Patterson, Australasian Hotel, Maclaggan street. [319, 1255, 467, 1286]
ad-name: J. LAZARUS. [513, 672, 588, 683]
columns [6, 27, 1108, 1461]
display-ad-timber: FURTHER REDUCTIONS IN THE PRICE OF TIMBER At Timber Yards, Moray Place. MESSRS W. ASHER & CO. have pleasure in informing their customers that their new price list, comprising reductions in almost every line of timber, &c., will be ready for delivery on or about February 1. They likewise beg to state their stock are fully assorted in every line of good and well-seasoned timber, &c., doors, sashes, mouldings, architraves, skirtings, turnery of all descriptions, iron, ridging, spouting, nails, and washers, cement, lime, hair, plaster of Paris, fire-clay, fire-bricks, and tiles. Orders executed with correctness and despatch. A trial solicited at W. ASHER & CO'S Timber Yards, Moray Place. [634, 1004, 782, 1144]
classified-ad: TO LET, a Six-roomed House. Apply Walker street. Apply on premises. [634, 545, 782, 568]
parliament-heading: PARLIAMENT. [196, 370, 280, 385]
commercial-heading: COMMERCIAL. [350, 295, 436, 310]
ad-name: W. BARNETT & CO. [962, 343, 1075, 354]
classified-ad: COMFORTABLE House to Let; six rooms. Apply Mrs Hewitt, Royal Terrace. [634, 777, 782, 800]
masthead [6, 0, 1108, 23]
ad-heading: NEW ZEALAND CLOTHING FACTORY'S [795, 141, 931, 164]
display-ad-iogt: I.O.G.T. AN Adjourned Meeting of the Union of Otago Degree Temple will be held in the Star of Freedom Lodge Room, Dunedin, To-morrow (Wednesday) Evening, at 7.30 p.m. Members of the Order invited. PETER NICOLSON, D.S. [634, 105, 782, 155]
display-ad-lease: LEASE GRANTS BRAES. TENDERS will be received till 1st October next for the lease for three years of the property now occupied at Anderson's Bay by Mr James Scott as a Dairy Farm (over 280 acres). House, Dairy, Byre for thirty Cows, Stabling, and every convenience. CONNELL & MOODIE. [944, 597, 1093, 655]
classified-ad: WANTED, a sharp Boy, about fourteen years of age; good writer preferred. Richards and Co. [319, 1177, 467, 1200]
lost-section: Lost, Found, &c. [474, 1040, 627, 1052]
ad-heading: FRIDAY, 29TH SEPTEMBER, [967, 137, 1070, 147]
classified-ad: TO LET, Three-roomed House. Apply to Andrew Russell, express yard, Castle street. [634, 661, 782, 684]
corporation-section: Corporation Notices. [474, 699, 627, 711]
body-text: The s.s. Samson sailed this morning for Oamaru. The s.s. Taupo, having received her provisions overland, was taken out of the steering from Port Chalmers this afternoon, and alongside the railway pier to take in cargo, and took her departure this afternoon for northern ports. The s.s. Taranaki sailed this morning for Oamaru. The schooner Eastern, from Riverton with timber, put into port yesterday afternoon, owing to the heavy S.W. weather. The barque Gleaner, for Hobart Town, in ballast, sailed this forenoon with a fresh S.W. wind. The New Zealand Company's ship Waitara, with timber from the Bluff, arrived at the Heads this morning. The tug Geelong towed her up the channel. [319, 153, 467, 245]
ad-line: WATERPROOFS, OVERCOATS MEN'S, YOUTHS', AND BOYS' CLOTHING, [800, 201, 926, 222]
column-5 [631, 27, 786, 1461]
ad-heading: FURTHER REDUCTIONS IN THE PRICE OF TIMBER [636, 1006, 780, 1025]
ad-line: JAMES INGLIS, Secretary. [983, 824, 1054, 832]
ad-signature: THOS. HY. WOODCOCK, [864, 534, 937, 542]
display-ad-roberts: TENDERS are invited until Noon, Thursday, the 21st inst., for the erection of Brick Shop and Dwelling, at Caversham. Plans and Specifications at the office of J. T. ROBERTS, [944, 655, 1093, 704]
classified-ad: TO LET, Four-roomed Cottages in Forth street. Apply H. S. Fish, Princes street south. [634, 406, 782, 429]
classified-ad: TO LET, Six-roomed House at Sunnyside. Apply Mathieson, George street. [634, 870, 782, 893]
ad-heading: THE CHEAP SHOP! THE CHEAP SHOP! [480, 48, 621, 57]
